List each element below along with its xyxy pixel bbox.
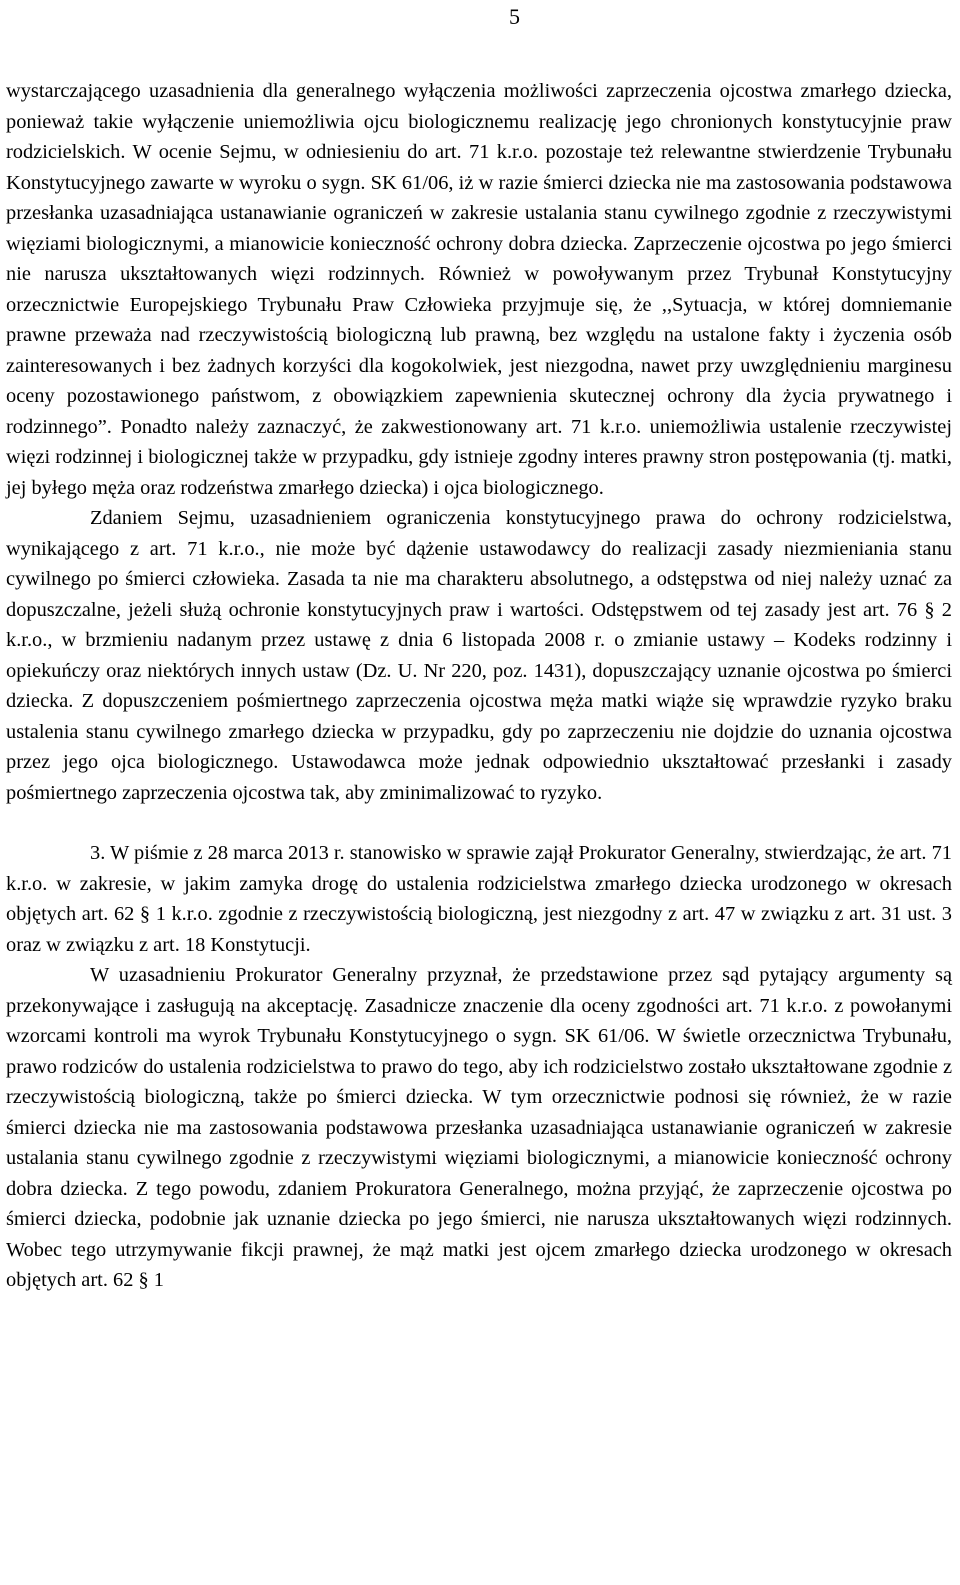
paragraph-prosecutor-position: 3. W piśmie z 28 marca 2013 r. stanowisko w sprawie zajął Prokurator Generalny, stwierdzając, że art. 71 k.r.o. w zakresie, w jakim zamyka drogę do ustalenia rodzicielstwa zmarłego dziecka urodzonego w okresach objętych art. 62 § 1 k.r.o. zgodnie z rzeczywistością biologiczną, jest niezgodny z art. 47 w związku z art. 31 ust. 3 oraz w związku z art. 18 Konstytucji. xyxy=(6,842,952,956)
paragraph-continuation: wystarczającego uzasadnienia dla generalnego wyłączenia możliwości zaprzeczenia ojcostwa zmarłego dziecka, ponieważ takie wyłączenie uniemożliwia ojcu biologicznemu realizację jego chronionych konstytucyjnie praw rodzicielskich. W ocenie Sejmu, w odniesieniu do art. 71 k.r.o. pozostaje też relewantne stwierdzenie Trybunału Konstytucyjnego zawarte w wyroku o sygn. SK 61/06, iż w razie śmierci dziecka nie ma zastosowania podstawowa przesłanka uzasadniająca ustanawianie ograniczeń w zakresie ustalania stanu cywilnego zgodnie z rzeczywistymi więziami biologicznymi, a mianowicie konieczność ochrony dobra dziecka. Zaprzeczenie ojcostwa po jego śmierci nie narusza ukształtowanych więzi rodzinnych. Również w powoływanym przez Trybunał Konstytucyjny orzecznictwie Europejskiego Trybunału Praw Człowieka przyjmuje się, że ,,Sytuacja, w której domniemanie prawne przeważa nad rzeczywistością biologiczną lub prawną, bez względu na ustalone fakty i życzenia osób zainteresowanych i bez żadnych korzyści dla kogokolwiek, jest niezgodna, nawet przy uwzględnieniu marginesu oceny pozostawionego państwom, z obowiązkiem zapewnienia skutecznej ochrony dla życia prywatnego i rodzinnego”. Ponadto należy zaznaczyć, że zakwestionowany art. 71 k.r.o. uniemożliwia ustalenie rzeczywistej więzi rodzinnej i biologicznej także w przypadku, gdy istnieje zgodny interes prawny stron postępowania (tj. matki, jej byłego męża oraz rodzeństwa zmarłego dziecka) i ojca biologicznego. xyxy=(6,80,952,499)
paragraph-sejm-opinion: Zdaniem Sejmu, uzasadnieniem ograniczenia konstytucyjnego prawa do ochrony rodzicielstwa, wynikającego z art. 71 k.r.o., nie może być dążenie ustawodawcy do realizacji zasady niezmieniania stanu cywilnego po śmierci człowieka. Zasada ta nie ma charakteru absolutnego, a odstępstwa od niej należy uznać za dopuszczalne, jeżeli służą ochronie konstytucyjnych praw i wartości. Odstępstwem od tej zasady jest art. 76 § 2 k.r.o., w brzmieniu nadanym przez ustawę z dnia 6 listopada 2008 r. o zmianie ustawy – Kodeks rodzinny i opiekuńczy oraz niektórych innych ustaw (Dz. U. Nr 220, poz. 1431), dopuszczający uznanie ojcostwa po śmierci dziecka. Z dopuszczeniem pośmiertnego zaprzeczenia ojcostwa męża matki wiąże się wprawdzie ryzyko braku ustalenia stanu cywilnego zmarłego dziecka w przypadku, gdy po zaprzeczeniu nie dojdzie do uznania ojcostwa przez jego ojca biologicznego. Ustawodawca może jednak odpowiednio ukształtować przesłanki i zasady pośmiertnego zaprzeczenia ojcostwa tak, aby zminimalizować to ryzyko. xyxy=(6,507,952,804)
document-body xyxy=(6,76,952,1296)
paragraph-prosecutor-reasoning: W uzasadnieniu Prokurator Generalny przyznał, że przedstawione przez sąd pytający argumenty są przekonywające i zasługują na akceptację. Zasadnicze znaczenie dla oceny zgodności art. 71 k.r.o. z powołanymi wzorcami kontroli ma wyrok Trybunału Konstytucyjnego o sygn. SK 61/06. W świetle orzecznictwa Trybunału, prawo rodziców do ustalenia rodzicielstwa to prawo do tego, aby ich rodzicielstwo zostało ukształtowane zgodnie z rzeczywistością biologiczną, także po śmierci dziecka. W tym orzecznictwie podnosi się również, że w razie śmierci dziecka nie ma zastosowania podstawowa przesłanka uzasadniająca ustanawianie ograniczeń w zakresie ustalania stanu cywilnego zgodnie z rzeczywistymi więziami biologicznymi, a mianowicie konieczność ochrony dobra dziecka. Z tego powodu, zdaniem Prokuratora Generalnego, można przyjąć, że zaprzeczenie ojcostwa po śmierci dziecka, podobnie jak uznanie dziecka po jego śmierci, nie narusza ukształtowanych więzi rodzinnych. Wobec tego utrzymywanie fikcji prawnej, że mąż matki jest ojcem zmarłego dziecka urodzonego w okresach objętych art. 62 § 1 xyxy=(6,964,952,1291)
page-number: 5 xyxy=(509,4,520,29)
